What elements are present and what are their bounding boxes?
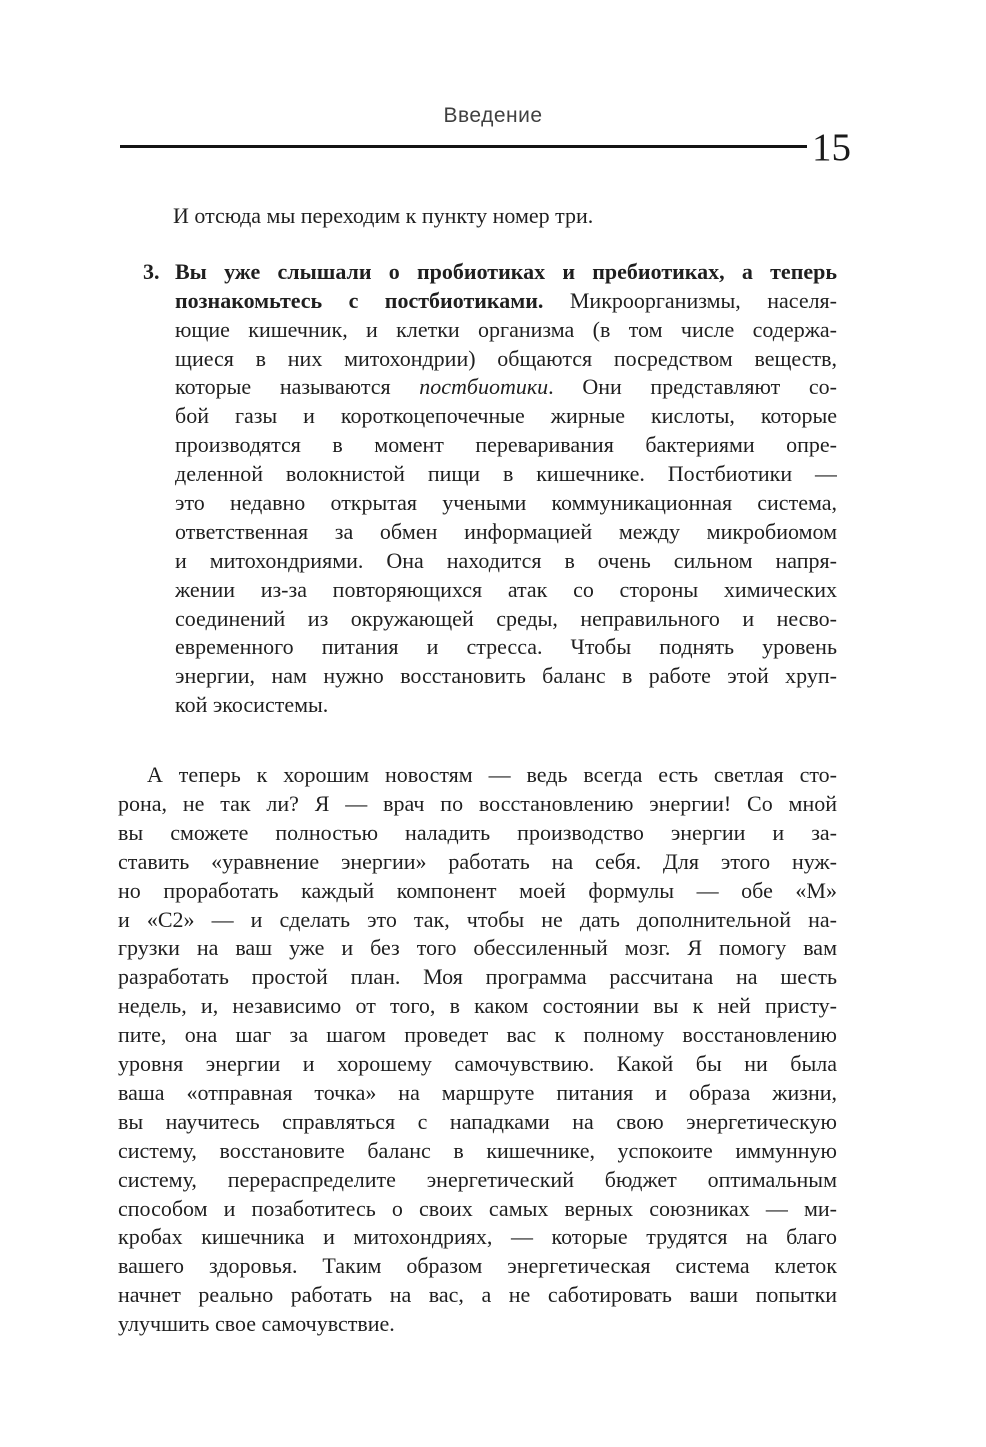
text-line <box>118 761 837 790</box>
text-line <box>175 431 837 460</box>
text-line <box>175 691 837 720</box>
text-line <box>118 1079 837 1108</box>
paragraph <box>118 202 837 231</box>
text-line <box>175 345 837 374</box>
text-run: которые называются <box>175 374 420 400</box>
text-line <box>118 819 837 848</box>
text-line <box>175 460 837 489</box>
text-line <box>118 1137 837 1166</box>
text-run: вы сможете полностью наладить производство энергии и за- <box>118 819 837 845</box>
text-line <box>175 287 837 316</box>
text-line <box>175 518 837 547</box>
text-line <box>175 373 837 402</box>
text-line <box>175 605 837 634</box>
italic-text: постбиотики <box>419 374 549 400</box>
text-line <box>118 934 837 963</box>
text-run: кробах кишечника и митохондриях, — которые трудятся на благо <box>118 1224 837 1250</box>
text-run: жении из-за повторяющихся атак со стороны химических <box>175 576 837 602</box>
text-line <box>118 790 837 819</box>
text-line <box>118 848 837 877</box>
running-title: Введение <box>443 104 543 127</box>
text-line <box>118 963 837 992</box>
text-line <box>175 662 837 691</box>
page-number: 15 <box>812 126 851 169</box>
text-run: и «С2» — и сделать это так, чтобы не дать дополнительной на- <box>118 906 837 932</box>
text-run: грузки на ваш уже и без того обессиленный мозг. Я помогу вам <box>118 935 837 961</box>
bold-text: Вы уже слышали о пробиотиках и пребиотиках, а теперь <box>175 258 837 284</box>
text-line <box>118 202 837 231</box>
text-run: А теперь к хорошим новостям — ведь всегда есть светлая сто- <box>147 762 837 788</box>
text-line <box>118 1195 837 1224</box>
text-run: энергии, нам нужно восстановить баланс в работе этой хруп- <box>175 663 837 689</box>
text-run: деленной волокнистой пищи в кишечнике. Постбиотики — <box>175 461 837 487</box>
text-line <box>118 1050 837 1079</box>
list-item-number: 3. <box>143 258 160 284</box>
text-run: пите, она шаг за шагом проведет вас к полному восстановлению <box>118 1022 837 1048</box>
text-line <box>175 489 837 518</box>
text-run: бой газы и короткоцепочечные жирные кислоты, которые <box>175 403 837 429</box>
text-run: вашего здоровья. Таким образом энергетическая система клеток <box>118 1253 837 1279</box>
text-run: начнет реально работать на вас, а не саботировать ваши попытки <box>118 1282 837 1308</box>
text-run: систему, восстановите баланс в кишечнике, успокоите иммунную <box>118 1137 837 1163</box>
text-line <box>118 1223 837 1252</box>
bold-text: познакомьтесь с постбиотиками. <box>175 287 544 313</box>
text-line <box>118 1021 837 1050</box>
text-line <box>118 1252 837 1281</box>
text-line <box>118 1310 837 1339</box>
header-rule-divider <box>120 145 807 148</box>
text-run: соединений из окружающей среды, неправильного и несво- <box>175 605 837 631</box>
text-run: уровня энергии и хорошему самочувствию. Какой бы ни была <box>118 1051 837 1077</box>
text-run: И отсюда мы переходим к пункту номер три. <box>173 203 594 228</box>
text-run: кой экосистемы. <box>175 692 329 718</box>
text-line <box>175 633 837 662</box>
text-run: и митохондриями. Она находится в очень сильном напря- <box>175 547 837 573</box>
text-line <box>118 1166 837 1195</box>
text-run: ставить «уравнение энергии» работать на себя. Для этого нуж- <box>118 848 837 874</box>
text-run: . Они представляют со- <box>548 374 837 400</box>
text-content <box>118 202 837 1339</box>
text-line <box>175 402 837 431</box>
text-line <box>118 1108 837 1137</box>
text-line <box>175 316 837 345</box>
text-run: недель, и, независимо от того, в каком состоянии вы к ней присту- <box>118 993 837 1019</box>
text-run: но проработать каждый компонент моей формулы — обе «М» <box>118 877 837 903</box>
paragraph <box>118 761 837 1339</box>
text-line <box>118 992 837 1021</box>
text-run: разработать простой план. Моя программа рассчитана на шесть <box>118 964 837 990</box>
text-run: способом и позаботитесь о своих самых верных союзниках — ми- <box>118 1195 837 1221</box>
text-run: ваша «отправная точка» на маршруте питания и образа жизни, <box>118 1079 837 1105</box>
text-run: систему, перераспределите энергетический бюджет оптимальным <box>118 1166 837 1192</box>
text-line <box>118 906 837 935</box>
numbered-list-item <box>118 258 837 720</box>
text-run: ответственная за обмен информацией между микробиомом <box>175 518 837 544</box>
text-line <box>175 258 837 287</box>
text-run: вы научитесь справляться с нападками на свою энергетическую <box>118 1108 837 1134</box>
text-line <box>118 1281 837 1310</box>
text-line <box>118 877 837 906</box>
text-run: это недавно открытая учеными коммуникационная система, <box>175 490 837 516</box>
text-line <box>175 547 837 576</box>
text-run: производятся в момент переваривания бактериями опре- <box>175 432 837 458</box>
text-run: евременного питания и стресса. Чтобы поднять уровень <box>175 634 837 660</box>
text-run: щиеся в них митохондрии) общаются посредством веществ, <box>175 345 837 371</box>
text-run: Микроорганизмы, населя- <box>543 287 837 313</box>
text-run: ющие кишечник, и клетки организма (в том числе содержа- <box>175 316 837 342</box>
text-line <box>175 576 837 605</box>
text-run: улучшить свое самочувствие. <box>118 1311 395 1337</box>
text-run: рона, не так ли? Я — врач по восстановлению энергии! Со мной <box>118 791 837 817</box>
